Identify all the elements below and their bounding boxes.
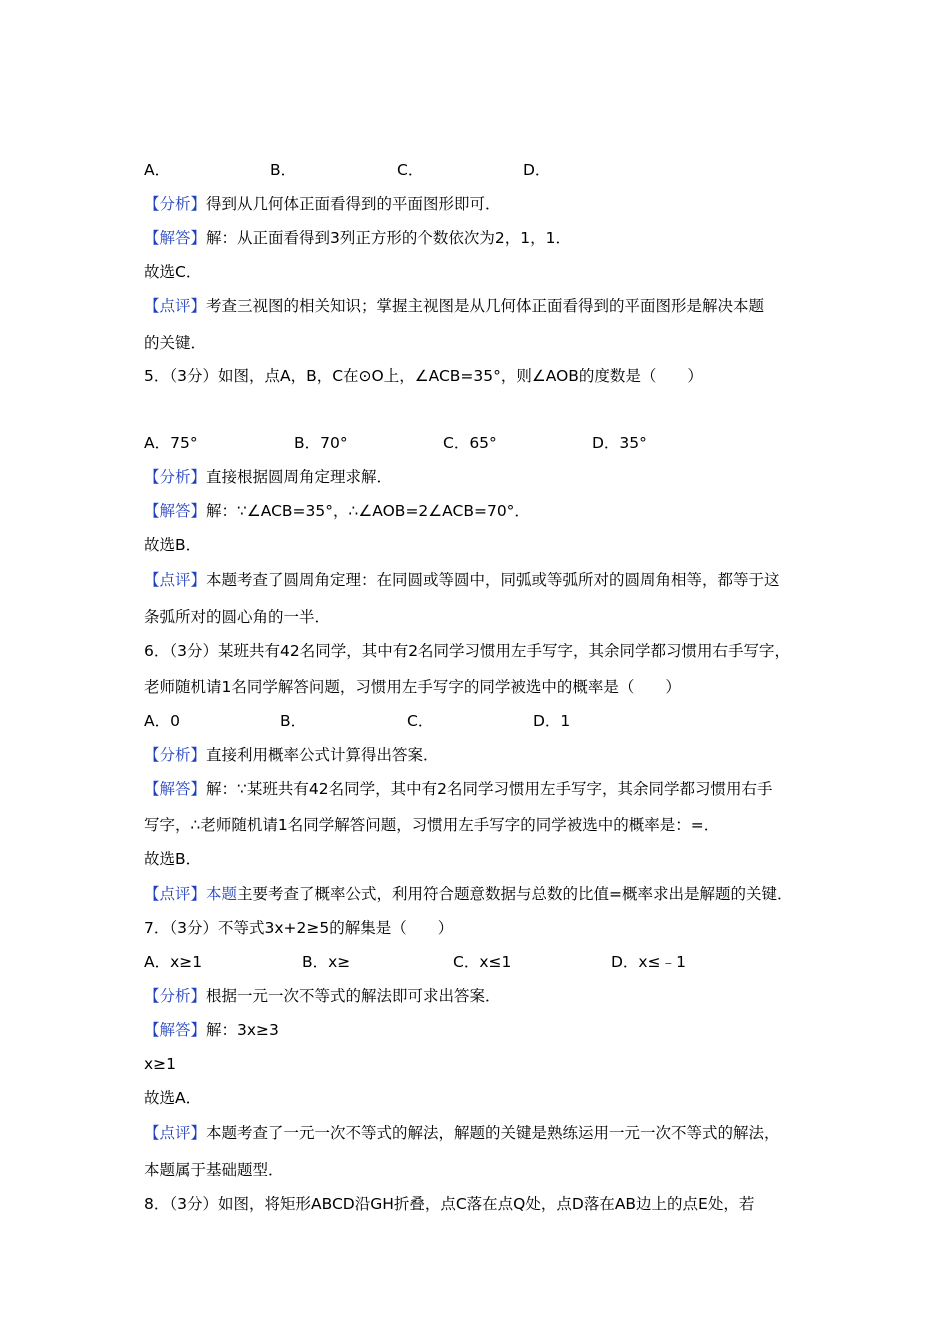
q5-choice: 故选B． (144, 536, 202, 554)
comment-tag: 【点评】 (144, 297, 207, 315)
q5-option-d: D．35° (592, 434, 647, 452)
comment-tag: 【点评】本题 (144, 885, 238, 903)
q7-option-d: D．x≤﹣1 (611, 953, 686, 971)
q5-comment-cont: 条弧所对的圆心角的一半． (144, 608, 331, 626)
comment-tag: 【点评】 (144, 1124, 207, 1142)
answer-tag: 【解答】 (144, 1021, 207, 1039)
q6-option-b: B． (280, 712, 307, 730)
comment-text: 考查三视图的相关知识；掌握主视图是从几何体正面看得到的平面图形是解决本题 (206, 297, 765, 315)
q6-answer (144, 779, 772, 799)
q4-comment (144, 296, 764, 316)
q6-analysis (144, 745, 439, 765)
answer-tag: 【解答】 (144, 502, 207, 520)
answer-text: 解：3x≥3 (206, 1021, 279, 1039)
q7-comment-cont: 本题属于基础题型． (144, 1161, 284, 1179)
q5-comment (144, 570, 780, 590)
answer-text: 解：∵∠ACB=35°，∴∠AOB=2∠ACB=70°． (206, 502, 530, 520)
q7-step: x≥1 (144, 1055, 177, 1073)
analysis-tag: 【分析】 (144, 195, 207, 213)
q6-comment (144, 884, 793, 904)
comment-text: 本题考查了一元一次不等式的解法，解题的关键是熟练运用一元一次不等式的解法， (206, 1124, 780, 1142)
q5-question: 5．（3分）如图，点A，B，C在⊙O上，∠ACB=35°，则∠AOB的度数是（ ） (144, 367, 703, 385)
answer-tag: 【解答】 (144, 780, 207, 798)
analysis-tag: 【分析】 (144, 746, 207, 764)
q7-analysis (144, 986, 501, 1006)
q7-question: 7．（3分）不等式3x+2≥5的解集是（ ） (144, 919, 454, 937)
q7-option-c: C．x≤1 (453, 953, 512, 971)
q4-comment-cont: 的关键． (144, 334, 207, 352)
q4-analysis (144, 194, 501, 214)
analysis-tag: 【分析】 (144, 468, 207, 486)
q5-option-b: B．70° (294, 434, 348, 452)
q4-option-b: B． (270, 161, 297, 179)
q4-answer (144, 228, 571, 248)
answer-text: 解：从正面看得到3列正方形的个数依次为2，1，1． (206, 229, 571, 247)
q7-option-b: B．x≥ (302, 953, 351, 971)
comment-text: 主要考查了概率公式，利用符合题意数据与总数的比值=概率求出是解题的关键． (237, 885, 793, 903)
q4-choice: 故选C． (144, 263, 202, 281)
q8-question: 8．（3分）如图，将矩形ABCD沿GH折叠，点C落在点Q处，点D落在AB边上的点E处，若 (144, 1195, 755, 1213)
analysis-text: 根据一元一次不等式的解法即可求出答案． (206, 987, 501, 1005)
answer-tag: 【解答】 (144, 229, 207, 247)
q7-answer (144, 1020, 279, 1040)
q6-answer-cont: 写字，∴老师随机请1名同学解答问题，习惯用左手写字的同学被选中的概率是：=． (144, 816, 720, 834)
comment-text: 本题考查了圆周角定理：在同圆或等圆中，同弧或等弧所对的圆周角相等，都等于这 (206, 571, 780, 589)
q4-option-a: A． (144, 161, 171, 179)
q6-option-d: D．1 (533, 712, 571, 730)
q5-option-a: A．75° (144, 434, 198, 452)
q5-analysis (144, 467, 392, 487)
analysis-text: 直接根据圆周角定理求解． (206, 468, 393, 486)
q6-option-c: C． (407, 712, 434, 730)
comment-tag: 【点评】 (144, 571, 207, 589)
q6-choice: 故选B． (144, 850, 202, 868)
analysis-text: 直接利用概率公式计算得出答案． (206, 746, 439, 764)
q4-option-d: D． (523, 161, 551, 179)
analysis-tag: 【分析】 (144, 987, 207, 1005)
q7-option-a: A．x≥1 (144, 953, 203, 971)
q5-answer (144, 501, 530, 521)
q7-choice: 故选A． (144, 1089, 202, 1107)
q4-option-c: C． (397, 161, 424, 179)
q5-option-c: C．65° (443, 434, 497, 452)
answer-text: 解：∵某班共有42名同学，其中有2名同学习惯用左手写字，其余同学都习惯用右手 (206, 780, 773, 798)
q6-question-cont: 老师随机请1名同学解答问题，习惯用左手写字的同学被选中的概率是（ ） (144, 678, 681, 696)
analysis-text: 得到从几何体正面看得到的平面图形即可． (206, 195, 501, 213)
q6-option-a: A．0 (144, 712, 180, 730)
q7-comment (144, 1123, 780, 1143)
q6-question: 6．（3分）某班共有42名同学，其中有2名同学习惯用左手写字，其余同学都习惯用右手写字， (144, 642, 791, 660)
